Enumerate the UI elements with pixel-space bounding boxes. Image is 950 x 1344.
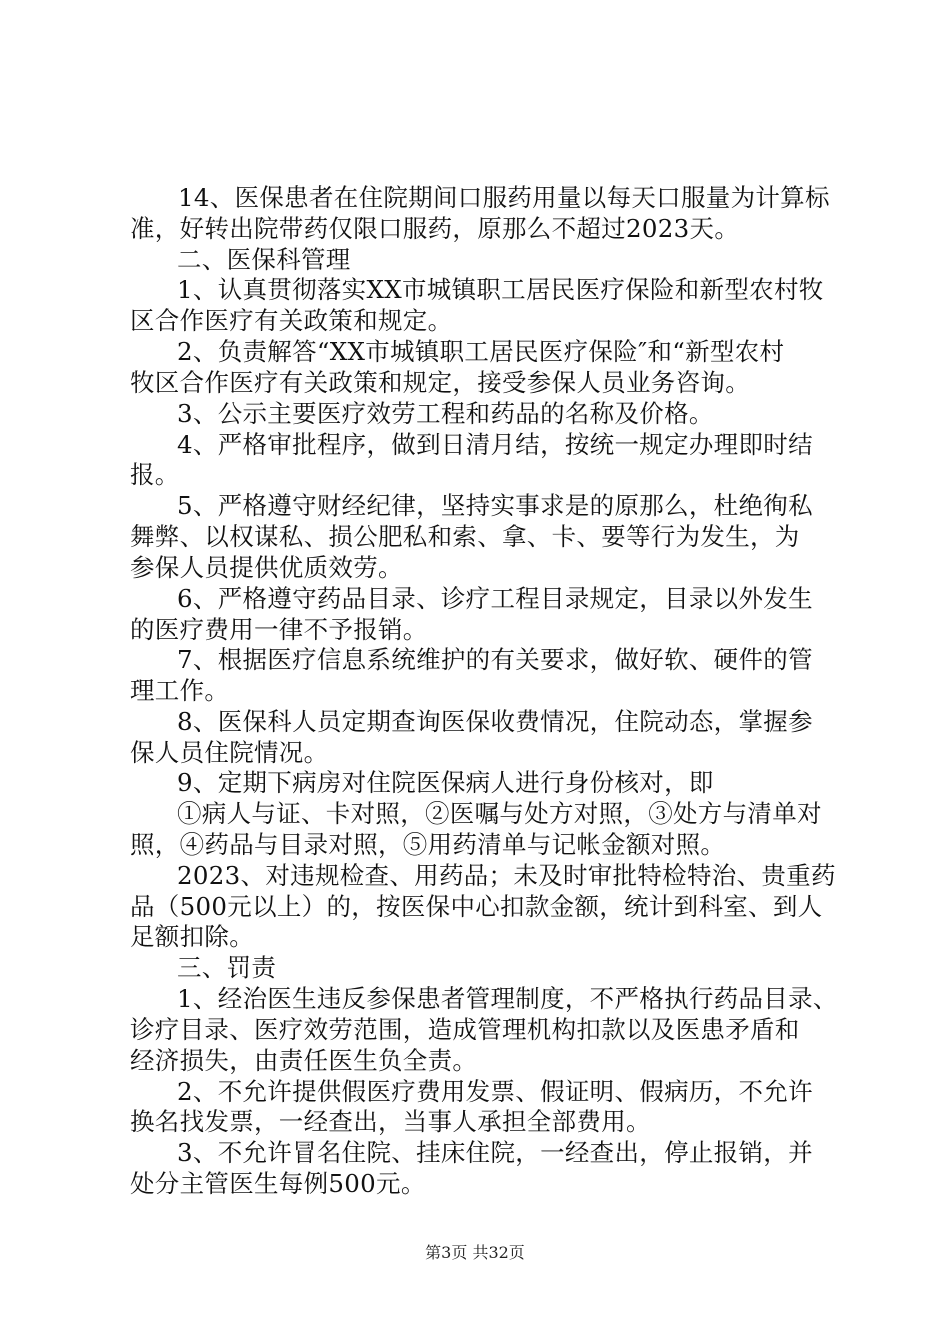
section-heading: 二、医保科管理 <box>177 245 351 274</box>
paragraph-line: 诊疗目录、医疗效劳范围，造成管理机构扣款以及医患矛盾和 <box>130 1015 800 1044</box>
paragraph-line: 3、不允许冒名住院、挂床住院，一经查出，停止报销，并 <box>177 1138 813 1167</box>
paragraph-line: 理工作。 <box>130 676 230 705</box>
paragraph-line: 2、不允许提供假医疗费用发票、假证明、假病历，不允许 <box>177 1077 813 1106</box>
paragraph-line: 5、严格遵守财经纪律，坚持实事求是的原那么，杜绝徇私 <box>177 491 813 520</box>
paragraph-line: 1、认真贯彻落实XX市城镇职工居民医疗保险和新型农村牧 <box>177 275 824 304</box>
paragraph-line: 报。 <box>130 460 180 489</box>
paragraph-line: 舞弊、以权谋私、损公肥私和索、拿、卡、要等行为发生，为 <box>130 522 800 551</box>
section-heading: 三、罚责 <box>177 953 277 982</box>
paragraph-line: 9、定期下病房对住院医保病人进行身份核对，即 <box>177 768 714 797</box>
page-number-footer: 第3页 共32页 <box>425 1243 525 1262</box>
paragraph-line: 7、根据医疗信息系统维护的有关要求，做好软、硬件的管 <box>177 645 813 674</box>
paragraph-line: 1、经治医生违反参保患者管理制度，不严格执行药品目录、 <box>177 984 838 1013</box>
paragraph-line: 8、医保科人员定期查询医保收费情况，住院动态，掌握参 <box>177 707 813 736</box>
paragraph-line: 保人员住院情况。 <box>130 738 329 767</box>
paragraph-line: 2、负责解答“XX市城镇职工居民医疗保险″和“新型农村 <box>177 337 785 366</box>
paragraph-line: 换名找发票，一经查出，当事人承担全部费用。 <box>130 1107 651 1136</box>
paragraph-line: 参保人员提供优质效劳。 <box>130 553 403 582</box>
paragraph-line: 4、严格审批程序，做到日清月结，按统一规定办理即时结 <box>177 430 813 459</box>
paragraph-line: 2023、对违规检查、用药品；未及时审批特检特治、贵重药 <box>177 861 836 890</box>
paragraph-line: 牧区合作医疗有关政策和规定，接受参保人员业务咨询。 <box>130 368 750 397</box>
paragraph-line: 准，好转出院带药仅限口服药，原那么不超过2023天。 <box>130 214 740 243</box>
paragraph-line: 14、医保患者在住院期间口服药用量以每天口服量为计算标 <box>178 183 830 212</box>
paragraph-line: 区合作医疗有关政策和规定。 <box>130 306 453 335</box>
paragraph-line: 足额扣除。 <box>130 922 254 951</box>
paragraph-line: 处分主管医生每例500元。 <box>130 1169 426 1198</box>
paragraph-line: 品（500元以上）的，按医保中心扣款金额，统计到科室、到人 <box>130 892 823 921</box>
paragraph-line: 3、公示主要医疗效劳工程和药品的名称及价格。 <box>177 399 714 428</box>
paragraph-line: 6、严格遵守药品目录、诊疗工程目录规定，目录以外发生 <box>177 584 813 613</box>
paragraph-line: ①病人与证、卡对照，②医嘱与处方对照，③处方与清单对 <box>177 799 822 828</box>
paragraph-line: 经济损失，由责任医生负全责。 <box>130 1046 478 1075</box>
paragraph-line: 照，④药品与目录对照，⑤用药清单与记帐金额对照。 <box>130 830 726 859</box>
paragraph-line: 的医疗费用一律不予报销。 <box>130 615 428 644</box>
